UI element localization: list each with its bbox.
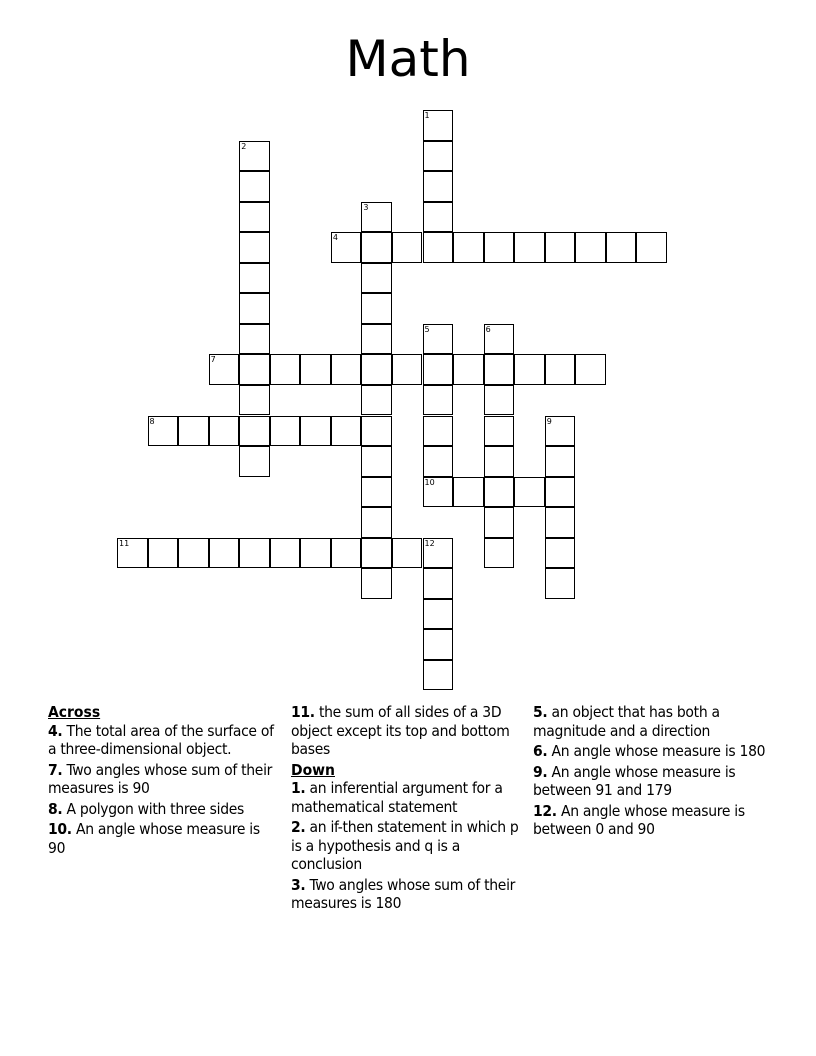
grid-cell[interactable]: [239, 324, 270, 355]
grid-cell[interactable]: [575, 354, 606, 385]
puzzle-title: Math: [345, 30, 471, 88]
cell-number: 8: [149, 416, 155, 426]
cell-number: 6: [485, 324, 491, 334]
grid-cell[interactable]: [636, 232, 667, 263]
grid-cell[interactable]: [545, 232, 576, 263]
grid-cell[interactable]: [423, 171, 454, 202]
grid-cell[interactable]: [209, 538, 240, 569]
clue-text: an inferential argument for a mathematical statement: [291, 779, 503, 816]
cell-number: 11: [119, 538, 130, 548]
clue-down-2: [291, 818, 526, 874]
clue-across-4: [48, 722, 280, 759]
grid-cell[interactable]: [331, 354, 362, 385]
grid-cell[interactable]: [606, 232, 637, 263]
grid-cell[interactable]: [514, 477, 545, 508]
grid-cell[interactable]: [423, 538, 454, 569]
grid-cell[interactable]: [239, 141, 270, 172]
grid-cell[interactable]: [239, 538, 270, 569]
grid-cell[interactable]: [423, 110, 454, 141]
grid-cell[interactable]: [117, 538, 148, 569]
clue-down-6: [533, 742, 768, 761]
clue-number: 1.: [291, 779, 306, 797]
grid-cell[interactable]: [545, 477, 576, 508]
grid-cell[interactable]: [423, 385, 454, 416]
grid-cell[interactable]: [484, 507, 515, 538]
grid-cell[interactable]: [361, 293, 392, 324]
clue-text: the sum of all sides of a 3D object except its top and bottom bases: [291, 703, 510, 758]
clue-number: 9.: [533, 762, 548, 781]
grid-cell[interactable]: [423, 568, 454, 599]
clue-across-10: [48, 820, 280, 857]
grid-cell[interactable]: [423, 324, 454, 355]
grid-cell[interactable]: [331, 538, 362, 569]
grid-cell[interactable]: [392, 354, 423, 385]
grid-cell[interactable]: [545, 507, 576, 538]
grid-cell[interactable]: [575, 232, 606, 263]
clue-down-1: [291, 779, 526, 816]
grid-cell[interactable]: [178, 538, 209, 569]
grid-cell[interactable]: [423, 446, 454, 477]
grid-cell[interactable]: [423, 629, 454, 660]
clue-number: 10.: [48, 820, 72, 838]
grid-cell[interactable]: [300, 538, 331, 569]
clue-down-12: [533, 802, 768, 839]
grid-cell[interactable]: [484, 416, 515, 447]
grid-cell[interactable]: [423, 477, 454, 508]
clue-number: 12.: [533, 801, 557, 820]
grid-cell[interactable]: [545, 568, 576, 599]
cell-number: 4: [332, 233, 338, 243]
clue-number: 5.: [533, 703, 548, 721]
grid-cell[interactable]: [361, 446, 392, 477]
clues-column-2: [291, 703, 526, 915]
clue-text: An angle whose measure is between 0 and 90: [533, 801, 745, 838]
grid-cell[interactable]: [239, 171, 270, 202]
clue-text: A polygon with three sides: [66, 799, 245, 818]
grid-cell[interactable]: [545, 416, 576, 447]
grid-cell[interactable]: [392, 538, 423, 569]
grid-cell[interactable]: [361, 568, 392, 599]
clue-text: The total area of the surface of a three-dimensional object.: [48, 721, 274, 758]
clue-across-8: [48, 800, 280, 819]
grid-cell[interactable]: [209, 416, 240, 447]
grid-cell[interactable]: [361, 385, 392, 416]
grid-cell[interactable]: [148, 416, 179, 447]
grid-cell[interactable]: [423, 599, 454, 630]
grid-cell[interactable]: [239, 385, 270, 416]
grid-cell[interactable]: [148, 538, 179, 569]
clue-text: an if-then statement in which p is a hypothesis and q is a conclusion: [291, 818, 519, 873]
grid-cell[interactable]: [361, 232, 392, 263]
cell-number: 12: [424, 538, 435, 548]
grid-cell[interactable]: [484, 538, 515, 569]
clue-text: An angle whose measure is between 91 and 179: [533, 762, 736, 799]
grid-cell[interactable]: [423, 141, 454, 172]
grid-cell[interactable]: [484, 477, 515, 508]
cell-number: 10: [424, 477, 435, 487]
clue-across-7: [48, 761, 280, 798]
grid-cell[interactable]: [514, 354, 545, 385]
grid-cell[interactable]: [361, 202, 392, 233]
grid-cell[interactable]: [423, 232, 454, 263]
clue-down-9: [533, 763, 768, 800]
grid-cell[interactable]: [423, 354, 454, 385]
cell-number: 1: [424, 111, 430, 120]
grid-cell[interactable]: [300, 416, 331, 447]
grid-cell[interactable]: [453, 354, 484, 385]
grid-cell[interactable]: [453, 477, 484, 508]
clue-number: 11.: [291, 703, 315, 721]
grid-cell[interactable]: [178, 416, 209, 447]
grid-cell[interactable]: [423, 202, 454, 233]
grid-cell[interactable]: [361, 354, 392, 385]
clue-number: 4.: [48, 721, 63, 740]
cell-number: 5: [424, 324, 430, 334]
grid-cell[interactable]: [239, 416, 270, 447]
grid-cell[interactable]: [545, 354, 576, 385]
clue-number: 7.: [48, 760, 63, 779]
clue-number: 3.: [291, 875, 306, 894]
clues-column-3: [533, 703, 768, 841]
clues-column-1: [48, 703, 280, 859]
clue-text: Two angles whose sum of their measures is 90: [48, 760, 273, 797]
grid-cell[interactable]: [361, 477, 392, 508]
grid-cell[interactable]: [361, 263, 392, 294]
grid-cell[interactable]: [239, 446, 270, 477]
grid-cell[interactable]: [270, 354, 301, 385]
grid-cell[interactable]: [545, 446, 576, 477]
cell-number: 7: [210, 355, 216, 365]
grid-cell[interactable]: [209, 354, 240, 385]
clue-text: Two angles whose sum of their measures is 180: [291, 875, 516, 912]
grid-cell[interactable]: [331, 232, 362, 263]
grid-cell[interactable]: [361, 507, 392, 538]
clue-down-3: [291, 876, 526, 913]
cell-number: 9: [546, 416, 552, 426]
grid-cell[interactable]: [361, 538, 392, 569]
grid-cell[interactable]: [239, 354, 270, 385]
clue-text: An angle whose measure is 90: [48, 820, 260, 857]
grid-cell[interactable]: [361, 416, 392, 447]
grid-cell[interactable]: [361, 324, 392, 355]
clue-text: An angle whose measure is 180: [551, 742, 766, 760]
grid-cell[interactable]: [484, 324, 515, 355]
grid-cell[interactable]: [453, 232, 484, 263]
grid-cell[interactable]: [484, 446, 515, 477]
grid-cell[interactable]: [239, 202, 270, 233]
cell-number: 2: [241, 141, 247, 151]
clue-number: 6.: [533, 742, 548, 760]
grid-cell[interactable]: [392, 232, 423, 263]
grid-cell[interactable]: [423, 660, 454, 691]
grid-cell[interactable]: [300, 354, 331, 385]
across-heading: Across: [48, 703, 101, 721]
grid-cell[interactable]: [239, 293, 270, 324]
cell-number: 3: [363, 202, 369, 212]
clue-number: 2.: [291, 818, 306, 836]
clue-down-5: [533, 703, 768, 740]
clue-number: 8.: [48, 799, 63, 818]
grid-cell[interactable]: [423, 416, 454, 447]
grid-cell[interactable]: [484, 232, 515, 263]
grid-cell[interactable]: [484, 354, 515, 385]
grid-cell[interactable]: [270, 416, 301, 447]
grid-cell[interactable]: [545, 538, 576, 569]
grid-cell[interactable]: [484, 385, 515, 416]
grid-cell[interactable]: [514, 232, 545, 263]
grid-cell[interactable]: [270, 538, 301, 569]
grid-cell[interactable]: [239, 263, 270, 294]
down-heading: Down: [291, 760, 335, 779]
clue-text: an object that has both a magnitude and a direction: [533, 703, 720, 740]
grid-cell[interactable]: [239, 232, 270, 263]
grid-cell[interactable]: [331, 416, 362, 447]
clue-across-11: [291, 703, 526, 759]
